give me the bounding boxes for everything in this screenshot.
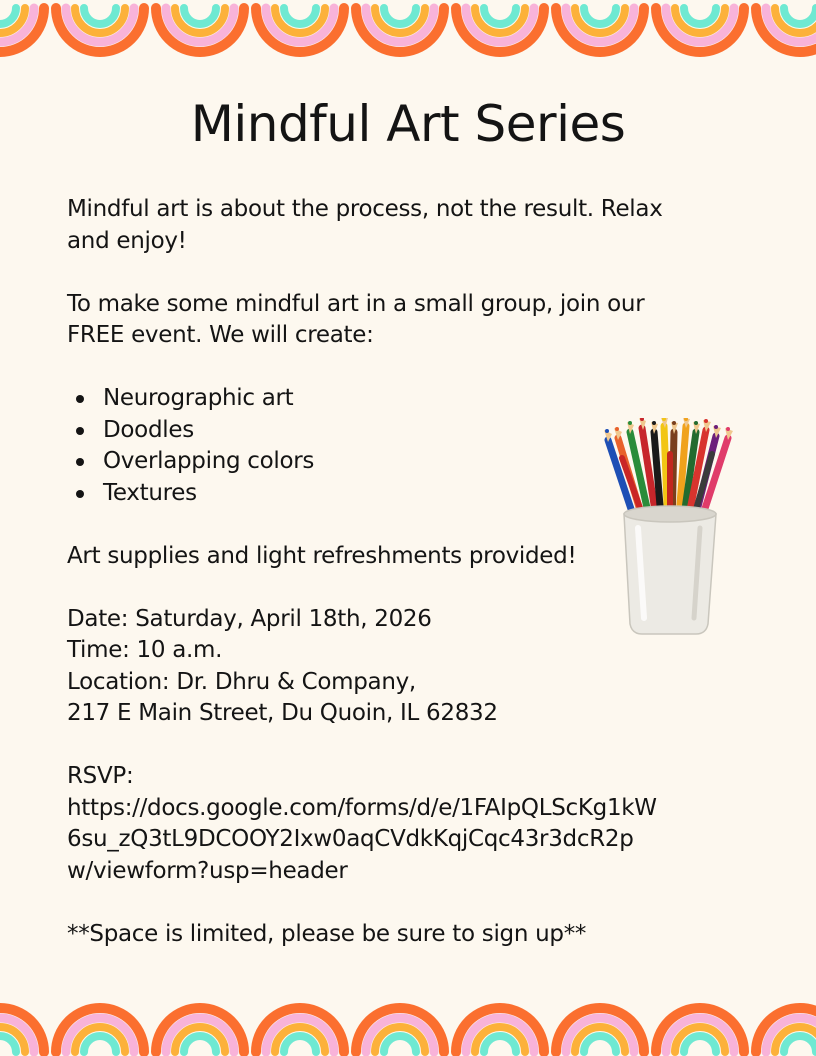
rainbow-arc [784, 8, 816, 24]
rsvp-link[interactable]: https://docs.google.com/forms/d/e/1FAIpQLScKg1kW6su_zQ3tL9DCOOY2Ixw0aqCVdkKqjCqc43r3dcR2pw/viewform?usp=header [67, 794, 657, 884]
invite-text: To make some mindful art in a small group, join our FREE event. We will create: [67, 290, 645, 348]
rainbow-arc [384, 1036, 416, 1052]
cup [624, 506, 716, 634]
rainbow-arc [784, 1036, 816, 1052]
intro-text: Mindful art is about the process, not the result. Relax and enjoy! [67, 196, 663, 254]
rainbow-arc [584, 8, 616, 24]
rainbow-arc [684, 8, 716, 24]
bullet-icon [76, 427, 84, 435]
bullet-icon [76, 490, 84, 498]
page-title: Mindful Art Series [190, 95, 626, 153]
list-item: Textures [67, 478, 667, 510]
flyer-body [67, 194, 667, 950]
rainbow-arc [84, 1036, 116, 1052]
event-date: Date: Saturday, April 18th, 2026 [67, 605, 432, 632]
rainbow-arc [284, 1036, 316, 1052]
rainbow-arc [284, 8, 316, 24]
rainbow-arc [684, 1036, 716, 1052]
rainbow-arc [384, 8, 416, 24]
rainbow-arc [0, 1036, 16, 1052]
bullet-icon [76, 395, 84, 403]
space-limited-note: **Space is limited, please be sure to sign up** [67, 920, 587, 947]
supplies-text: Art supplies and light refreshments provided! [67, 542, 577, 569]
rainbow-arc [484, 8, 516, 24]
rainbow-arc [484, 1036, 516, 1052]
top-rainbow-border [0, 0, 816, 70]
list-item: Overlapping colors [67, 446, 667, 478]
event-address: 217 E Main Street, Du Quoin, IL 62832 [67, 700, 498, 726]
rsvp-label: RSVP: [67, 763, 134, 789]
rainbow-arc [584, 1036, 616, 1052]
activity-list [67, 383, 667, 509]
list-item: Neurographic art [67, 383, 667, 415]
rainbow-arc [84, 8, 116, 24]
event-location: Location: Dr. Dhru & Company, [67, 668, 416, 695]
event-time: Time: 10 a.m. [67, 637, 223, 663]
colored-pencil-cup-icon [596, 418, 740, 640]
list-item: Doodles [67, 415, 667, 447]
rainbow-arc [184, 8, 216, 24]
bottom-rainbow-border [0, 986, 816, 1056]
bullet-icon [76, 458, 84, 466]
rainbow-arc [0, 8, 16, 24]
rainbow-arc [184, 1036, 216, 1052]
